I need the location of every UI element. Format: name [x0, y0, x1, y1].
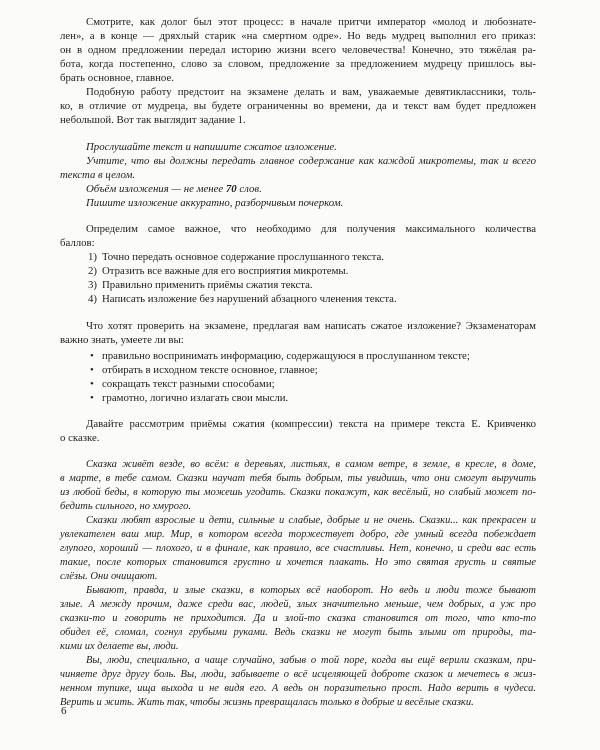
- page-body: [60, 15, 536, 710]
- bullet-icon: •: [90, 377, 94, 390]
- task-block: [60, 140, 536, 210]
- task-line-1: [60, 140, 536, 154]
- text-line: Прослушайте текст и напишите сжатое изложение.: [86, 140, 337, 153]
- text-line: Подобную работу предстоит на экзамене делать и вам, уважаемые девятиклассники, толь-: [86, 86, 536, 98]
- text-line: лен», а в конце — дряхлый старик «на смертном одре». Но ведь мудрец выполнил его приказ:: [60, 30, 536, 42]
- text-line: Верить и жить. Жить так, чтобы жизнь превращалась только в добрые и весёлые сказки.: [60, 696, 474, 708]
- text-line: злые. А между прочим, даже среди вас, людей, злых значительно меньше, чем добрых, а уж про: [60, 598, 536, 610]
- text-line: в марте, в тебе самом. Сказки научат тебя быть добрым, ты увидишь, что они смогут выручить: [60, 472, 536, 484]
- task-volume-number: 70: [225, 182, 237, 195]
- text-line: глупого, хороший — плохого, и в финале, как правило, все счастливы. Нет, конечно, и среди вас есть: [60, 542, 536, 554]
- skills-item: [60, 349, 536, 363]
- bullet-icon: •: [90, 363, 94, 376]
- skills-item: [60, 363, 536, 377]
- story-paragraph-3: [60, 584, 536, 654]
- text-line: обидел её, сломал, согнул грубыми руками. Ведь сказки не могут быть злыми от природы, та-: [60, 626, 536, 638]
- page-number: 6: [61, 705, 67, 717]
- criteria-item: [60, 278, 536, 292]
- item-text: Отразить все важные для его восприятия микротемы.: [102, 265, 349, 278]
- bullet-icon: •: [90, 349, 94, 362]
- text-line: сказки-то и говорить не приходится. Да и злой-то сказка становится от того, что кто-то: [60, 612, 536, 624]
- text-line: ненном тупике, ища выхода и не видя его. А ведь он поразительно прост. Надо верить в чудеса.: [60, 682, 536, 694]
- text-line: ко, в отличие от мудреца, вы будете ограниченны во времени, да и текст вам будет предложен: [60, 100, 536, 112]
- task-line-volume: [60, 182, 536, 196]
- paragraph-intro-1: [60, 15, 536, 85]
- item-number: 2): [88, 265, 97, 278]
- text-line: Давайте рассмотрим приёмы сжатия (компрессии) текста на примере текста Е. Кривченко: [86, 418, 536, 431]
- text-line: Сказка живёт везде, во всём: в деревьях, листьях, в самом ветре, в земле, в кресле, в доме,: [86, 458, 536, 470]
- task-volume-prefix: Объём изложения — не менее: [86, 182, 226, 195]
- item-number: 1): [88, 251, 97, 264]
- text-line: Что хотят проверить на экзамене, предлагая вам написать сжатое изложение? Экзаменаторам: [86, 319, 536, 332]
- text-line: кими их делаете вы, люди.: [60, 640, 179, 652]
- text-line: Бывают, правда, и злые сказки, в которых всё наоборот. Но ведь и люди тоже бывают: [86, 584, 536, 596]
- text-line: Учтите, что вы должны передать главное содержание как каждой микротемы, так и всего: [86, 154, 536, 167]
- story-paragraph-2: [60, 514, 536, 584]
- text-line: Сказки любят взрослые и дети, сильные и слабые, добрые и не очень. Сказки... как прекрасен и: [86, 514, 536, 526]
- criteria-item: [60, 292, 536, 306]
- text-line: Пишите изложение аккуратно, разборчивым почерком.: [86, 196, 344, 209]
- item-text: сокращать текст разными способами;: [102, 377, 275, 390]
- example-intro: [60, 417, 536, 445]
- task-line-4: [60, 196, 536, 210]
- item-text: отбирать в исходном тексте основное, главное;: [102, 363, 318, 376]
- text-line: бота, когда постепенно, слово за словом, предложение за предложением мудрецу пришлось вы-: [60, 58, 536, 70]
- item-text: правильно воспринимать информацию, содержащуюся в прослушанном тексте;: [102, 349, 470, 362]
- item-text: Написать изложение без нарушений абзацного членения текста.: [102, 293, 397, 306]
- item-text: Точно передать основное содержание прослушанного текста.: [102, 251, 384, 264]
- task-volume-suffix: слов.: [236, 182, 262, 195]
- text-line: брать основное, главное.: [60, 72, 174, 84]
- text-line: баллов:: [60, 237, 95, 250]
- text-line: бедить сильного, но хмурого.: [60, 500, 191, 512]
- story-paragraph-4: [60, 654, 536, 710]
- criteria-intro: [60, 222, 536, 250]
- skills-item: [60, 377, 536, 391]
- criteria-item: [60, 264, 536, 278]
- skills-list: [60, 349, 536, 405]
- item-text: грамотно, логично излагать свои мысли.: [102, 391, 289, 404]
- item-text: Правильно применить приёмы сжатия текста.: [102, 279, 313, 292]
- text-line: такие, после которых становится грустно и хочется плакать. Но это святая грусть и святые: [60, 556, 536, 568]
- text-line: важно знать, умеете ли вы:: [60, 333, 184, 346]
- task-line-2: [60, 154, 536, 182]
- text-line: слёзы. Они очищают.: [60, 570, 158, 582]
- skills-intro: [60, 319, 536, 347]
- criteria-item: [60, 250, 536, 264]
- text-line: о сказке.: [60, 432, 100, 445]
- story-paragraph-1: [60, 458, 536, 514]
- text-line: из любой беды, в которую ты можешь угодить. Сказки покажут, как весёлый, но слабый может по-: [60, 486, 536, 498]
- text-line: Вы, люди, специально, а чаще случайно, забыв о той поре, когда вы ещё верили сказкам, при-: [86, 654, 536, 666]
- criteria-list: [60, 250, 536, 306]
- text-line: Определим самое важное, что необходимо для получения максимального количества: [86, 223, 536, 236]
- text-line: увлекателен ваш мир. Мир, в котором всегда торжествует добро, где умный всегда побеждает: [60, 528, 536, 540]
- story-text: [60, 458, 536, 710]
- skills-item: [60, 391, 536, 405]
- text-line: текста в целом.: [60, 168, 136, 181]
- item-number: 3): [88, 279, 97, 292]
- text-line: небольшой. Вот так выглядит задание 1.: [60, 114, 246, 126]
- text-line: Смотрите, как долог был этот процесс: в начале притчи император «молод и любознате-: [86, 16, 536, 28]
- paragraph-intro-2: [60, 85, 536, 127]
- bullet-icon: •: [90, 391, 94, 404]
- text-line: чиняете друг другу боль. Вы, люди, забываете о всё исцеляющей доброте сказок и мечетесь в жиз-: [60, 668, 536, 680]
- text-line: он в одном предложении передал историю жизни всего человечества! Конечно, это тяжёлая ра-: [60, 44, 536, 56]
- item-number: 4): [88, 293, 97, 306]
